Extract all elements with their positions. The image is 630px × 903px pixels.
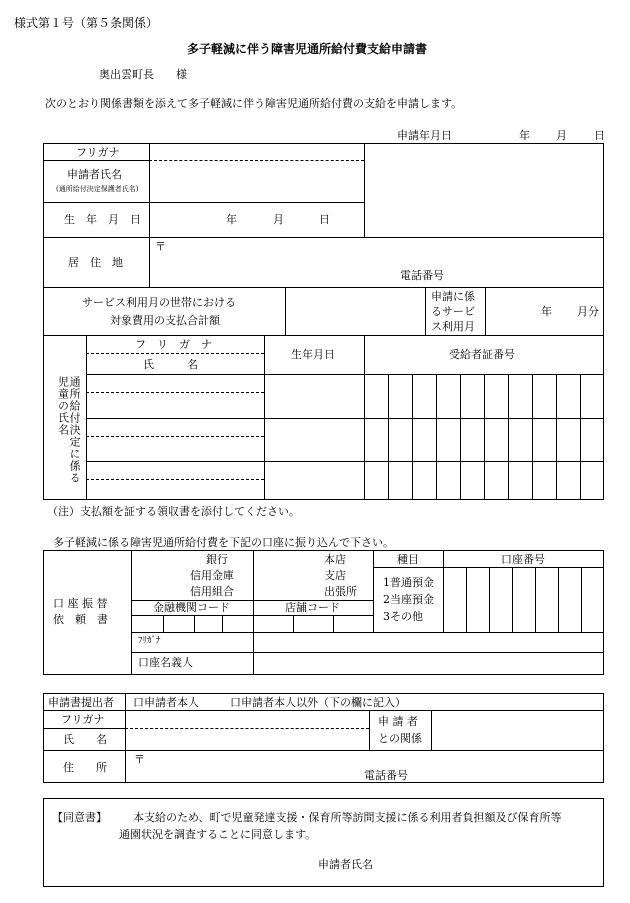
branch-type-main: 本店 bbox=[324, 553, 346, 566]
submitter-option-self[interactable]: 口申請者本人 bbox=[133, 696, 199, 709]
submitter-postal-mark: 〒 bbox=[134, 753, 145, 766]
branch-type-office: 出張所 bbox=[324, 585, 357, 598]
institution-code-label: 金融機関コード bbox=[153, 601, 230, 614]
relation-label-2: との関係 bbox=[378, 732, 422, 745]
phone-label: 電話番号 bbox=[400, 269, 444, 282]
service-month: 月分 bbox=[577, 305, 599, 318]
bank-side-label-2: 依 頼 書 bbox=[53, 613, 108, 626]
consent-text-line2: 通園状況を調査することに同意します。 bbox=[119, 828, 317, 841]
holder-label: 口座名義人 bbox=[138, 656, 193, 669]
service-month-label-1: 申請に係 bbox=[431, 290, 475, 303]
postal-mark: 〒 bbox=[155, 240, 166, 253]
bank-intro: 多子軽減に係る障害児通所給付費を下記の口座に振り込んで下さい。 bbox=[53, 536, 394, 549]
submitter-option-other[interactable]: 口申請者本人以外（下の欄に記入） bbox=[230, 696, 406, 709]
service-year: 年 bbox=[541, 305, 552, 318]
recipient-number-label: 受給者証番号 bbox=[449, 348, 515, 361]
service-month-label-2: るサービ bbox=[431, 305, 475, 318]
submitter-phone-label: 電話番号 bbox=[364, 769, 408, 782]
account-type-2: 2当座預金 bbox=[383, 593, 434, 606]
birth-month: 月 bbox=[273, 213, 284, 226]
relation-label-1: 申 請 者 bbox=[378, 715, 418, 728]
submitter-label: 申請書提出者 bbox=[48, 696, 114, 709]
apply-day: 日 bbox=[594, 129, 605, 142]
apply-year: 年 bbox=[519, 129, 530, 142]
bank-type-kumiai: 信用組合 bbox=[190, 585, 234, 598]
submitter-address-label: 住 所 bbox=[63, 761, 107, 774]
bank-type-shinkin: 信用金庫 bbox=[190, 569, 234, 582]
account-type-3: 3その他 bbox=[383, 610, 423, 623]
bank-type-bank: 銀行 bbox=[206, 553, 228, 566]
branch-code-label: 店舗コード bbox=[285, 601, 340, 614]
apply-month: 月 bbox=[556, 129, 567, 142]
branch-type-branch: 支店 bbox=[324, 569, 346, 582]
addressee: 奥出雲町長 様 bbox=[99, 68, 187, 81]
applicant-address-label: 居 住 地 bbox=[68, 256, 123, 269]
children-side-label: 通所給付決定に係る児童の氏名 bbox=[56, 376, 82, 484]
service-month-label-3: ス利用月 bbox=[431, 320, 475, 333]
holder-kana-label: ﾌﾘｶﾞﾅ bbox=[138, 636, 161, 646]
consent-sign-label: 申請者氏名 bbox=[318, 858, 373, 871]
applicant-birth-label: 生 年 月 日 bbox=[64, 213, 141, 226]
bank-side-label-1: 口 座 振 替 bbox=[53, 597, 108, 610]
receipt-note: （注）支払額を証する領収書を添付してください。 bbox=[47, 505, 300, 518]
applicant-name-label: 申請者氏名 bbox=[67, 168, 122, 181]
cost-label-line2: 対象費用の支払合計額 bbox=[110, 314, 220, 327]
submitter-furigana-label: フリガナ bbox=[61, 713, 105, 726]
applicant-furigana-label: フリガナ bbox=[76, 146, 120, 159]
consent-text-line1: 本支給のため、町で児童発達支援・保育所等訪問支援に係る利用者負担額及び保育所等 bbox=[133, 811, 562, 824]
children-birth-label: 生年月日 bbox=[291, 348, 335, 361]
form-title: 多子軽減に伴う障害児通所給付費支給申請書 bbox=[187, 42, 428, 56]
form-number: 様式第１号（第５条関係） bbox=[14, 16, 159, 30]
cost-label-line1: サービス利用月の世帯における bbox=[82, 296, 236, 309]
birth-year: 年 bbox=[226, 213, 237, 226]
account-type-label: 種目 bbox=[397, 553, 419, 566]
consent-label: 【同意書】 bbox=[52, 811, 107, 824]
applicant-name-note: (通所給付決定保護者氏名) bbox=[56, 185, 139, 193]
children-name-label: 氏 名 bbox=[143, 358, 198, 371]
birth-day: 日 bbox=[319, 213, 330, 226]
children-furigana-label: フ リ ガ ナ bbox=[135, 338, 212, 351]
account-type-1: 1普通預金 bbox=[383, 576, 434, 589]
account-number-label: 口座番号 bbox=[501, 553, 545, 566]
intro-text: 次のとおり関係書類を添えて多子軽減に伴う障害児通所給付費の支給を申請します。 bbox=[45, 97, 463, 110]
apply-date-label: 申請年月日 bbox=[397, 129, 452, 142]
submitter-name-label: 氏 名 bbox=[63, 733, 107, 746]
